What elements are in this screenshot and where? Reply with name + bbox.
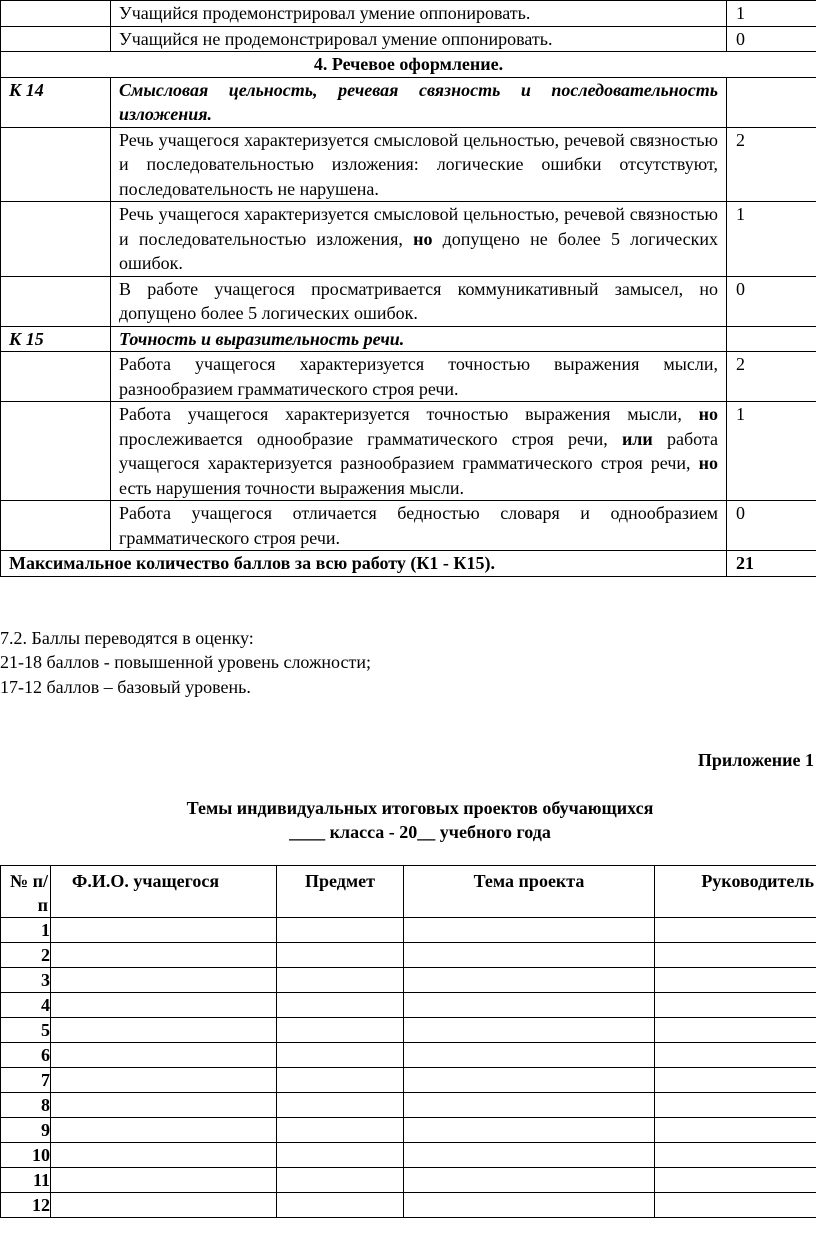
total-score: 21	[727, 551, 816, 577]
criteria-row	[1, 202, 816, 277]
criterion-score: 1	[727, 1, 816, 27]
topic-cell	[404, 993, 655, 1018]
row-number: 3	[1, 968, 51, 993]
criterion-title: Точность и выразительность речи.	[111, 326, 727, 352]
criteria-row	[1, 26, 816, 52]
criteria-row	[1, 77, 816, 127]
topic-cell	[404, 1093, 655, 1118]
criteria-table-body	[1, 1, 816, 577]
name-cell	[51, 968, 277, 993]
criteria-table	[0, 0, 816, 577]
row-number: 10	[1, 1143, 51, 1168]
supervisor-cell	[655, 1168, 816, 1193]
header-num: № п/п	[1, 866, 51, 918]
criterion-code	[1, 501, 111, 551]
row-number: 9	[1, 1118, 51, 1143]
subject-cell	[277, 1193, 404, 1218]
option-text-part: допущено не более 5 логических ошибок.	[119, 228, 718, 273]
emphasis-word: но	[698, 404, 718, 424]
criterion-score: 2	[727, 127, 816, 202]
subject-cell	[277, 1043, 404, 1068]
project-row	[1, 993, 816, 1018]
name-cell	[51, 1168, 277, 1193]
supervisor-cell	[655, 1043, 816, 1068]
project-row	[1, 918, 816, 943]
option-text-part: работа учащегося характеризуется разнообразием грамматического строя речи,	[119, 428, 718, 473]
projects-table-body	[1, 918, 816, 1218]
header-name: Ф.И.О. учащегося	[51, 866, 277, 918]
option-text-part: Работа учащегося характеризуется точностью выражения мысли,	[119, 404, 699, 424]
appendix-title-line-1: Темы индивидуальных итоговых проектов обучающихся	[186, 798, 654, 818]
criterion-score: 1	[727, 402, 816, 501]
row-number: 7	[1, 1068, 51, 1093]
criterion-score: 0	[727, 501, 816, 551]
emphasis-word: или	[621, 428, 653, 449]
criterion-score: 0	[727, 26, 816, 52]
name-cell	[51, 918, 277, 943]
project-row	[1, 1068, 816, 1093]
criterion-code: К 15	[1, 326, 111, 352]
supervisor-cell	[655, 1143, 816, 1168]
name-cell	[51, 1068, 277, 1093]
project-row	[1, 1168, 816, 1193]
topic-cell	[404, 1018, 655, 1043]
subject-cell	[277, 918, 404, 943]
appendix-title-line-2: ____ класса - 20__ учебного года	[289, 822, 551, 842]
topic-cell	[404, 1193, 655, 1218]
subject-cell	[277, 1093, 404, 1118]
criterion-option: Работа учащегося характеризуется точностью выражения мысли, разнообразием грамматического строя речи.	[111, 352, 727, 402]
total-label: Максимальное количество баллов за всю работу (К1 - К15).	[1, 551, 727, 577]
criterion-option: В работе учащегося просматривается коммуникативный замысел, но допущено более 5 логических ошибок.	[111, 276, 727, 326]
project-row	[1, 1193, 816, 1218]
topic-cell	[404, 1043, 655, 1068]
name-cell	[51, 943, 277, 968]
criterion-code	[1, 352, 111, 402]
supervisor-cell	[655, 943, 816, 968]
criteria-row	[1, 276, 816, 326]
emphasis-word: но	[698, 453, 718, 473]
project-row	[1, 1018, 816, 1043]
criterion-option: Учащийся не продемонстрировал умение оппонировать.	[111, 26, 727, 52]
option-text-part: Речь учащегося характеризуется смысловой цельностью, речевой связностью и последовательностью изложения,	[119, 204, 718, 249]
row-number: 1	[1, 918, 51, 943]
criterion-score	[727, 326, 816, 352]
criteria-row	[1, 52, 816, 78]
option-text-part: прослеживается однообразие грамматического строя речи,	[119, 428, 622, 449]
supervisor-cell	[655, 968, 816, 993]
row-number: 4	[1, 993, 51, 1018]
name-cell	[51, 1143, 277, 1168]
section-heading: 4. Речевое оформление.	[1, 52, 816, 78]
subject-cell	[277, 1018, 404, 1043]
criterion-code	[1, 276, 111, 326]
criterion-code	[1, 26, 111, 52]
supervisor-cell	[655, 1018, 816, 1043]
topic-cell	[404, 1143, 655, 1168]
criterion-title: Смысловая цельность, речевая связность и последовательность изложения.	[111, 77, 727, 127]
criterion-code	[1, 1, 111, 27]
projects-header-row	[1, 866, 816, 918]
topic-cell	[404, 1118, 655, 1143]
criterion-code: К 14	[1, 77, 111, 127]
name-cell	[51, 993, 277, 1018]
criterion-option: Работа учащегося отличается бедностью словаря и однообразием грамматического строя речи.	[111, 501, 727, 551]
grading-line-3: 17-12 баллов – базовый уровень.	[0, 677, 251, 697]
project-row	[1, 1093, 816, 1118]
row-number: 11	[1, 1168, 51, 1193]
supervisor-cell	[655, 993, 816, 1018]
header-supervisor: Руководитель	[655, 866, 816, 918]
criterion-option	[111, 202, 727, 277]
subject-cell	[277, 993, 404, 1018]
name-cell	[51, 1018, 277, 1043]
supervisor-cell	[655, 1193, 816, 1218]
project-row	[1, 968, 816, 993]
project-row	[1, 1043, 816, 1068]
topic-cell	[404, 968, 655, 993]
option-text-part: есть нарушения точности выражения мысли.	[119, 477, 464, 498]
project-row	[1, 943, 816, 968]
topic-cell	[404, 1068, 655, 1093]
criterion-score: 2	[727, 352, 816, 402]
name-cell	[51, 1193, 277, 1218]
criteria-row	[1, 402, 816, 501]
criteria-row	[1, 352, 816, 402]
projects-table	[0, 865, 816, 1218]
subject-cell	[277, 968, 404, 993]
row-number: 12	[1, 1193, 51, 1218]
name-cell	[51, 1043, 277, 1068]
topic-cell	[404, 918, 655, 943]
supervisor-cell	[655, 918, 816, 943]
header-subject: Предмет	[277, 866, 404, 918]
row-number: 6	[1, 1043, 51, 1068]
criteria-row	[1, 326, 816, 352]
criterion-option: Учащийся продемонстрировал умение оппонировать.	[111, 1, 727, 27]
criterion-code	[1, 127, 111, 202]
total-row	[1, 551, 816, 577]
criteria-row	[1, 127, 816, 202]
topic-cell	[404, 943, 655, 968]
row-number: 8	[1, 1093, 51, 1118]
name-cell	[51, 1093, 277, 1118]
criterion-code	[1, 202, 111, 277]
project-row	[1, 1143, 816, 1168]
subject-cell	[277, 1143, 404, 1168]
project-row	[1, 1118, 816, 1143]
criteria-row	[1, 1, 816, 27]
header-topic: Тема проекта	[404, 866, 655, 918]
row-number: 2	[1, 943, 51, 968]
emphasis-word: но	[413, 228, 433, 249]
subject-cell	[277, 1068, 404, 1093]
subject-cell	[277, 1118, 404, 1143]
criterion-option	[111, 402, 727, 501]
criterion-score	[727, 77, 816, 127]
criteria-row	[1, 501, 816, 551]
grading-line-2: 21-18 баллов - повышенной уровень сложности;	[0, 652, 371, 672]
name-cell	[51, 1118, 277, 1143]
grading-line-1: 7.2. Баллы переводятся в оценку:	[0, 628, 254, 648]
supervisor-cell	[655, 1118, 816, 1143]
appendix-label: Приложение 1	[697, 750, 814, 770]
criterion-score: 1	[727, 202, 816, 277]
criterion-code	[1, 402, 111, 501]
supervisor-cell	[655, 1068, 816, 1093]
subject-cell	[277, 943, 404, 968]
supervisor-cell	[655, 1093, 816, 1118]
criterion-score: 0	[727, 276, 816, 326]
criterion-option: Речь учащегося характеризуется смысловой цельностью, речевой связностью и последовательностью изложения: логические ошибки отсутствуют, последовательность не нарушена.	[111, 127, 727, 202]
topic-cell	[404, 1168, 655, 1193]
subject-cell	[277, 1168, 404, 1193]
row-number: 5	[1, 1018, 51, 1043]
